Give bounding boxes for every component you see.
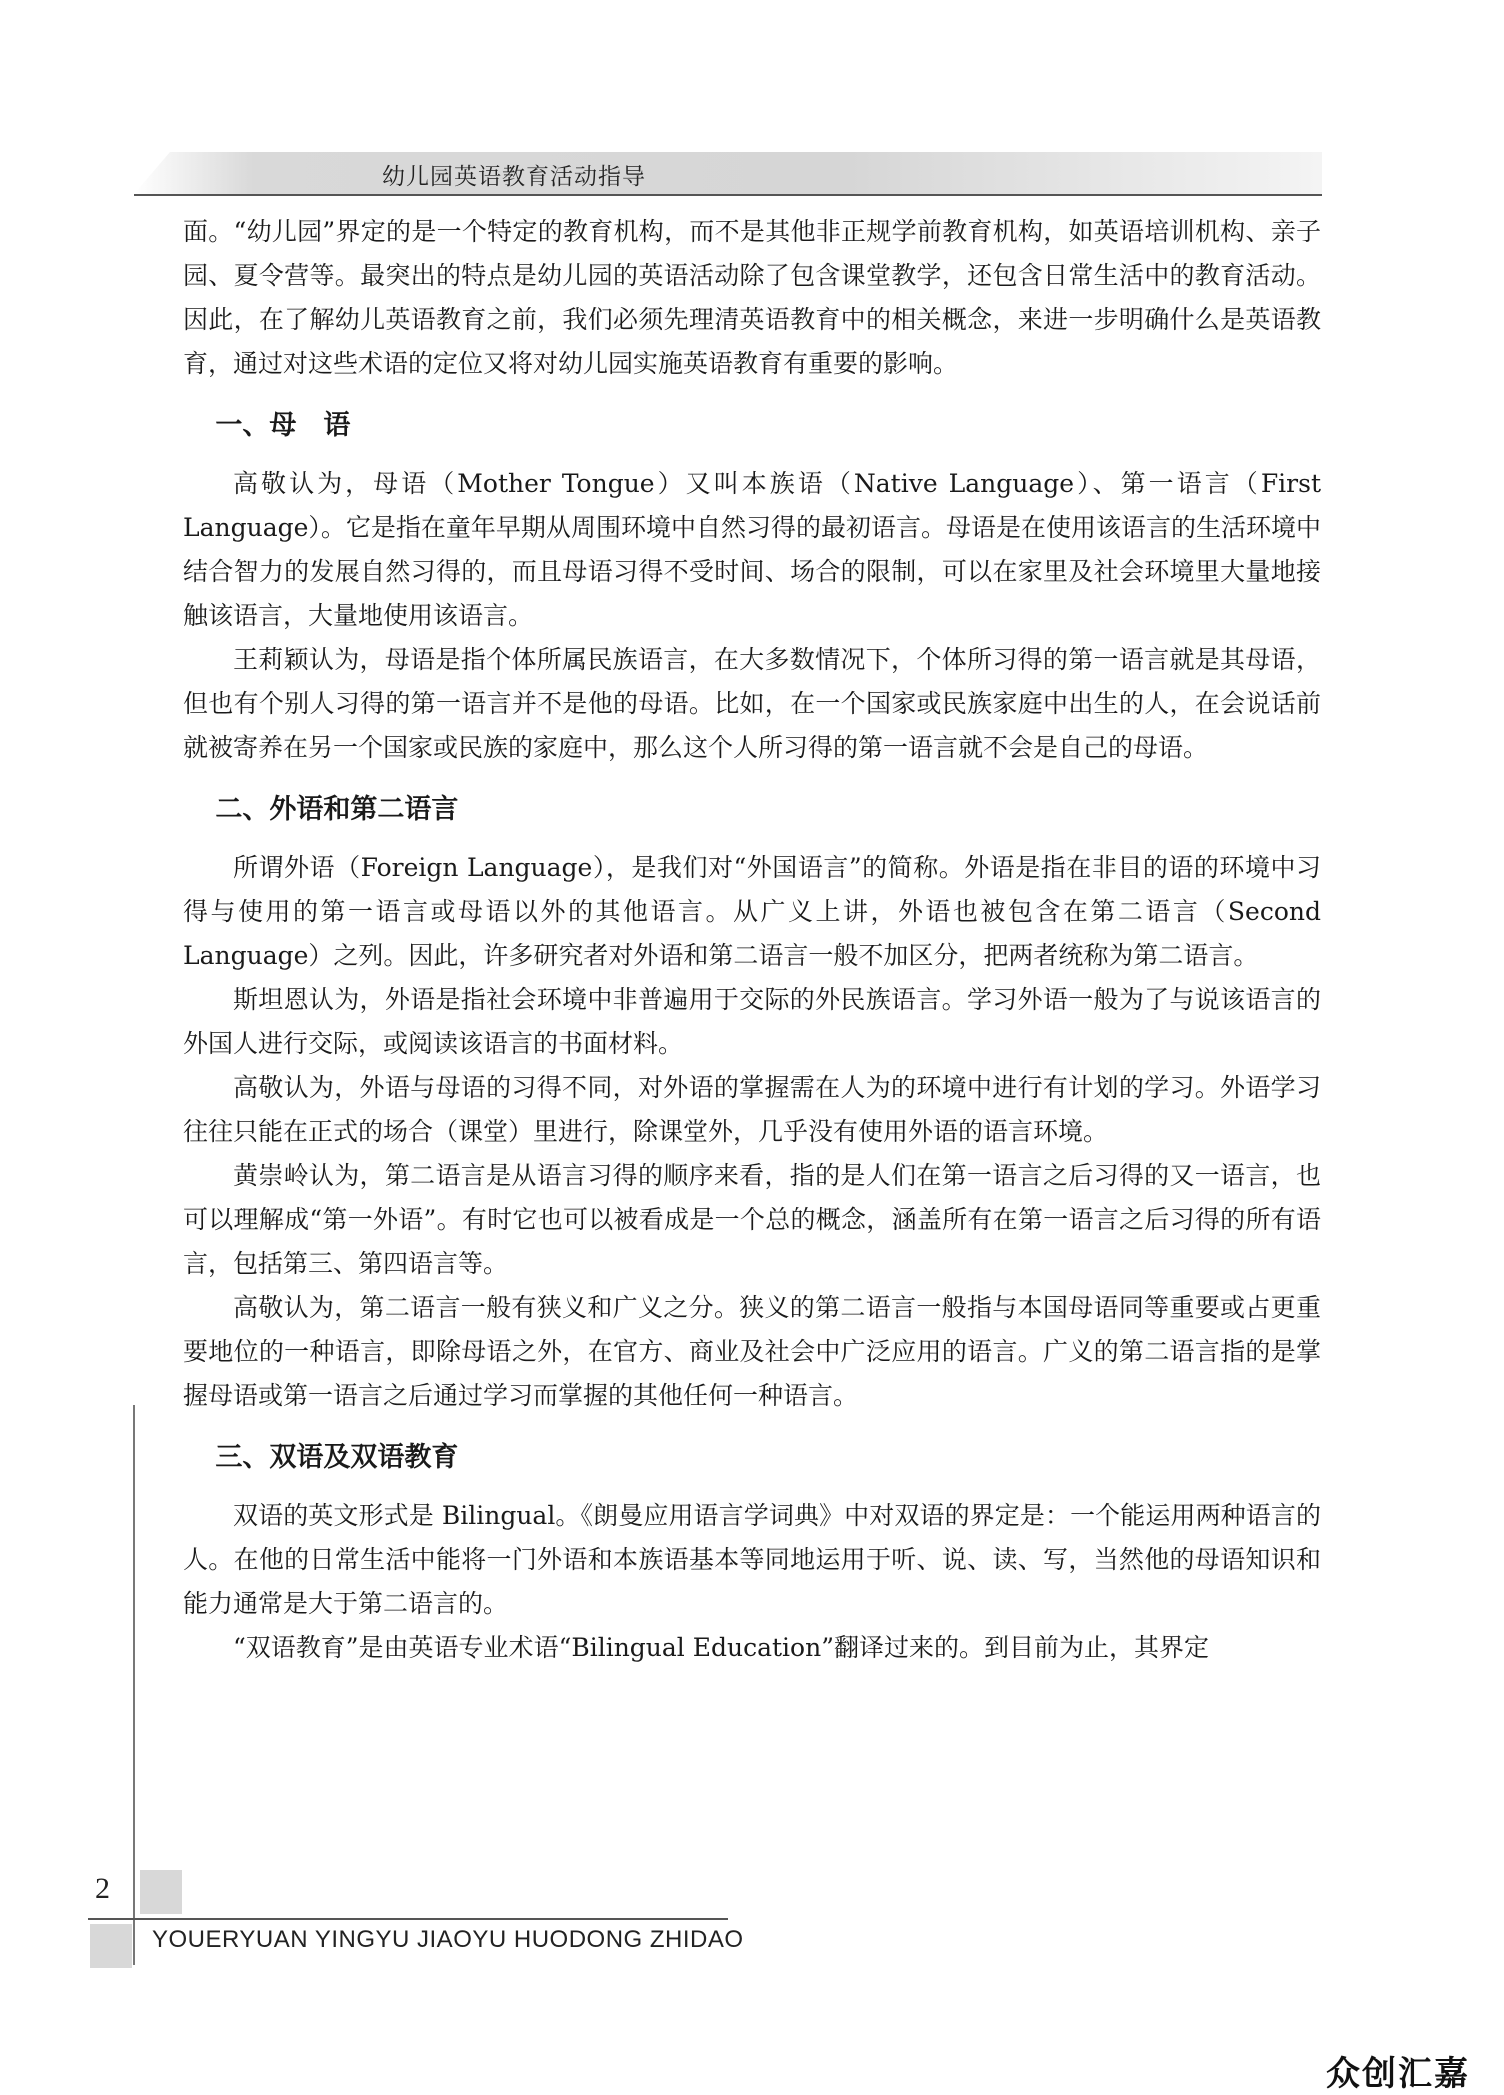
footer-rule (88, 1918, 728, 1920)
section-heading-mother-tongue: 一、母 语 (215, 410, 351, 441)
paragraph: 所谓外语（Foreign Language），是我们对“外国语言”的简称。外语是指在非目的语的环境中习得与使用的第一语言或母语以外的其他语言。从广义上讲，外语也被包含在第二语言（Second Language）之列。因此，许多研究者对外语和第二语言一般不加区分，把两者统称为第二语言。 (183, 853, 1321, 970)
paragraph: 高敬认为，第二语言一般有狭义和广义之分。狭义的第二语言一般指与本国母语同等重要或占更重要地位的一种语言，即除母语之外，在官方、商业及社会中广泛应用的语言。广义的第二语言指的是掌握母语或第一语言之后通过学习而掌握的其他任何一种语言。 (183, 1293, 1321, 1410)
paragraph: 斯坦恩认为，外语是指社会环境中非普遍用于交际的外民族语言。学习外语一般为了与说该语言的外国人进行交际，或阅读该语言的书面材料。 (183, 985, 1321, 1058)
header-band (134, 152, 1322, 194)
paragraph: 黄崇岭认为，第二语言是从语言习得的顺序来看，指的是人们在第一语言之后习得的又一语言，也可以理解成“第一外语”。有时它也可以被看成是一个总的概念，涵盖所有在第一语言之后习得的所有语言，包括第三、第四语言等。 (183, 1161, 1321, 1278)
running-header-title: 幼儿园英语教育活动指导 (382, 164, 646, 190)
footer-decor-square (90, 1924, 132, 1968)
footer-english-title: YOUERYUAN YINGYU JIAOYU HUODONG ZHIDAO (152, 1926, 744, 1953)
footer-vertical-rule (133, 1405, 135, 1965)
section-heading-foreign-language: 二、外语和第二语言 (215, 794, 459, 825)
section-heading-bilingual: 三、双语及双语教育 (215, 1442, 459, 1473)
paragraph: 王莉颖认为，母语是指个体所属民族语言，在大多数情况下，个体所习得的第一语言就是其母语，但也有个别人习得的第一语言并不是他的母语。比如，在一个国家或民族家庭中出生的人，在会说话前就被寄养在另一个国家或民族的家庭中，那么这个人所习得的第一语言就不会是自己的母语。 (183, 645, 1321, 762)
footer-decor-square (140, 1870, 182, 1914)
page-body (183, 210, 1321, 1670)
intro-paragraph: 面。“幼儿园”界定的是一个特定的教育机构，而不是其他非正规学前教育机构，如英语培训机构、亲子园、夏令营等。最突出的特点是幼儿园的英语活动除了包含课堂教学，还包含日常生活中的教育活动。因此，在了解幼儿英语教育之前，我们必须先理清英语教育中的相关概念，来进一步明确什么是英语教育，通过对这些术语的定位又将对幼儿园实施英语教育有重要的影响。 (183, 217, 1321, 378)
header-rule (134, 194, 1322, 196)
paragraph: 双语的英文形式是 Bilingual。《朗曼应用语言学词典》中对双语的界定是：一个能运用两种语言的人。在他的日常生活中能将一门外语和本族语基本等同地运用于听、说、读、写，当然他的母语知识和能力通常是大于第二语言的。 (183, 1501, 1321, 1618)
paragraph: 高敬认为，外语与母语的习得不同，对外语的掌握需在人为的环境中进行有计划的学习。外语学习往往只能在正式的场合（课堂）里进行，除课堂外，几乎没有使用外语的语言环境。 (183, 1073, 1321, 1146)
page-number: 2 (95, 1872, 110, 1905)
paragraph: “双语教育”是由英语专业术语“Bilingual Education”翻译过来的。到目前为止，其界定 (233, 1633, 1209, 1662)
paragraph: 高敬认为，母语（Mother Tongue）又叫本族语（Native Language）、第一语言（First Language）。它是指在童年早期从周围环境中自然习得的最初语言。母语是在使用该语言的生活环境中结合智力的发展自然习得的，而且母语习得不受时间、场合的限制，可以在家里及社会环境里大量地接触该语言，大量地使用该语言。 (183, 469, 1321, 630)
watermark-logo: 众创汇嘉 (1326, 2054, 1470, 2094)
